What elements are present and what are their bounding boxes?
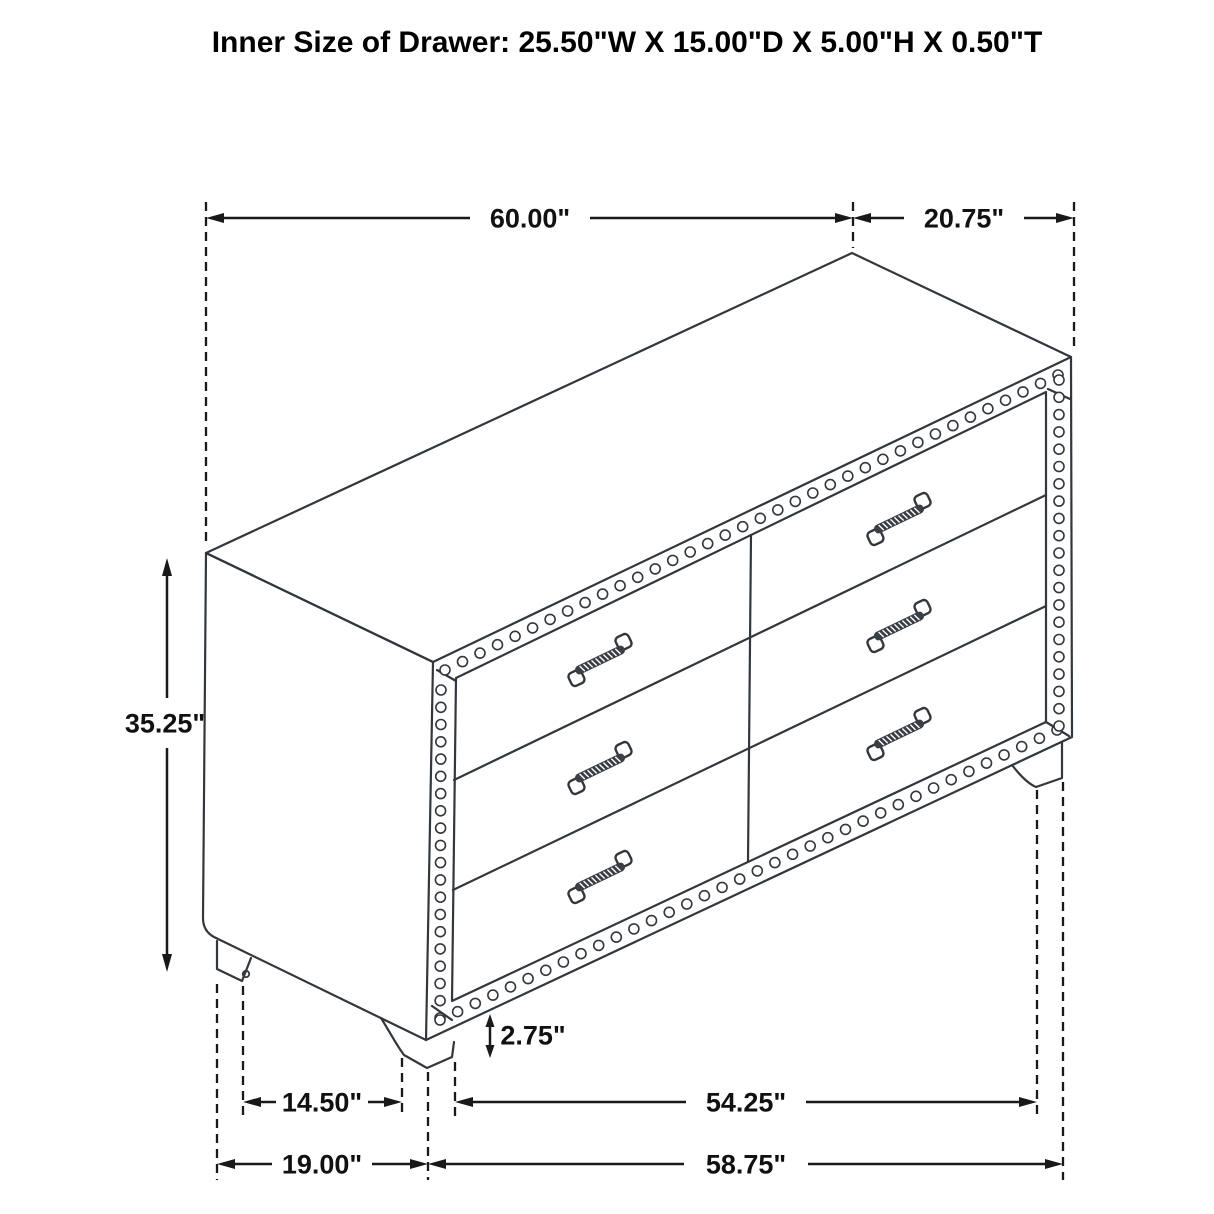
dim-label-front-leg-inner-span: 54.25" (705, 1087, 787, 1118)
front-left-leg (381, 1018, 454, 1068)
drawer-handle (861, 492, 937, 547)
dim-label-side-leg-outer-span: 19.00" (281, 1149, 363, 1180)
dim-label-overall-depth: 20.75" (923, 203, 1005, 234)
dim-label-leg-height: 2.75" (500, 1020, 566, 1051)
dresser-left-panel (203, 553, 433, 1040)
drawer-handle (562, 850, 638, 905)
drawer-column-divider (748, 535, 751, 862)
drawer-handle (562, 633, 638, 688)
dim-label-overall-height: 35.25" (124, 708, 206, 739)
drawer-handle (861, 707, 937, 762)
dresser-top-face (206, 253, 1071, 662)
diagram-title: Inner Size of Drawer: 25.50"W X 15.00"D X 5.00"H X 0.50"T (211, 26, 1043, 59)
dimension-lines (162, 213, 1074, 1169)
drawer-handle (861, 599, 937, 654)
drawer-handle (562, 741, 638, 796)
dim-label-front-leg-outer-span: 58.75" (705, 1149, 787, 1180)
upholstery-fold-lines (432, 389, 1070, 1020)
dim-label-overall-width: 60.00" (489, 203, 571, 234)
dim-label-side-leg-inner-span: 14.50" (281, 1087, 363, 1118)
dresser-drawing (203, 253, 1072, 1068)
